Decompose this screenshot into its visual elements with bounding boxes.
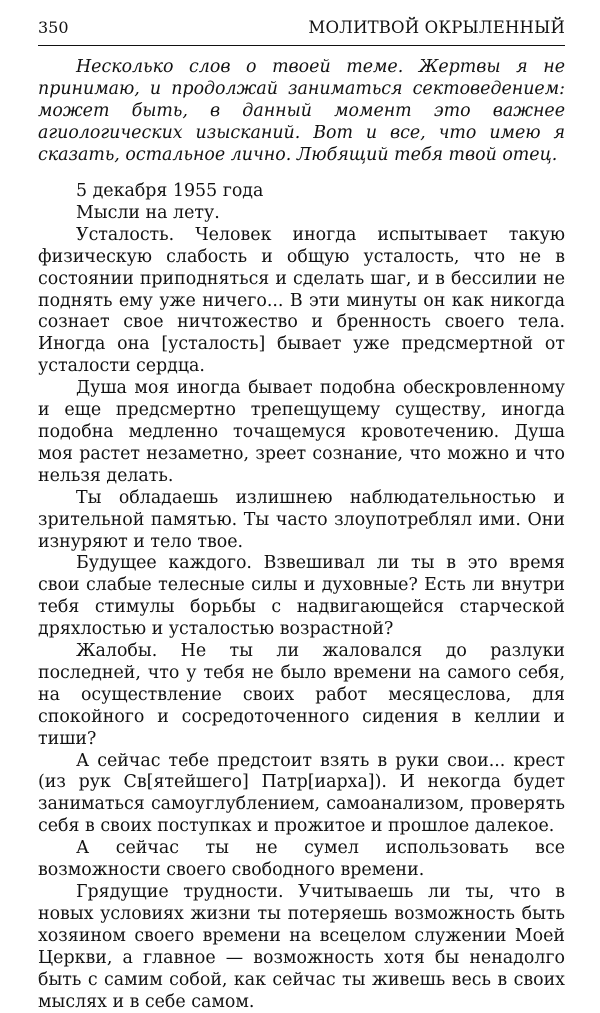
paragraph-future: Будущее каждого. Взвешивал ли ты в это время свои слабые телесные силы и духовные? Есть ли внутри тебя стимулы борьбы с надвигающейся старческой дряхлостью и усталостью возрастной? xyxy=(38,553,565,640)
letter-paragraph: Несколько слов о твоей теме. Жертвы я не принимаю, и продолжай заниматься сектоведением: может быть, в данный момент это важнее агиологических изысканий. Вот и все, что имею я сказать, остальное лично. Любящий тебя твой отец. xyxy=(38,57,565,165)
diary-date: 5 декабря 1955 года xyxy=(76,181,264,201)
diary-entry xyxy=(38,181,565,1013)
paragraph-free-time: А сейчас ты не сумел использовать все возможности своего свободного времени. xyxy=(38,838,565,881)
diary-lead: Мысли на лету. xyxy=(76,202,220,223)
paragraph-complaints: Жалобы. Не ты ли жаловался до разлуки последней, что у тебя не было времени на самого себя, на осуществление своих работ месяцеслова, для спокойного и сосредоточенного сидения в келлии и тиши? xyxy=(38,641,565,749)
page-header xyxy=(38,16,565,46)
paragraph-observation: Ты обладаешь излишнею наблюдательностью и зрительной памятью. Ты часто злоупотреблял ими. Они изнуряют и тело твое. xyxy=(38,487,565,552)
running-title: МОЛИТВОЙ ОКРЫЛЕННЫЙ xyxy=(308,18,565,37)
letter-text xyxy=(38,57,565,167)
paragraph-cross: А сейчас тебе предстоит взять в руки свои... крест (из рук Св[ятейшего] Патр[иарха]). И некогда будет заниматься самоуглублением, самоанализом, проверять себя в своих поступках и прожитое и прошлое далекое. xyxy=(38,750,565,837)
paragraph-soul: Душа моя иногда бывает подобна обескровленному и еще предсмертно трепещущему существу, иногда подобна медленно точащемуся кровотечению. Душа моя растет незаметно, зреет сознание, что можно и что нельзя делать. xyxy=(38,378,565,486)
paragraph-fatigue: Усталость. Человек иногда испытывает такую физическую слабость и общую усталость, что не в состоянии приподняться и сделать шаг, и в бессилии не поднять ему уже ничего... В эти минуты он как никогда сознает свое ничтожество и бренность своего тела. Иногда она [усталость] бывает уже предсмертной от усталости сердца. xyxy=(38,224,565,377)
page-number: 350 xyxy=(38,18,69,37)
paragraph-difficulties: Грядущие трудности. Учитываешь ли ты, что в новых условиях жизни ты потеряешь возможность быть хозяином своего времени на всецелом служении Моей Церкви, а главное — возможность хотя бы ненадолго быть с самим собой, как сейчас ты живешь весь в своих мыслях и в себе самом. xyxy=(38,882,565,1012)
